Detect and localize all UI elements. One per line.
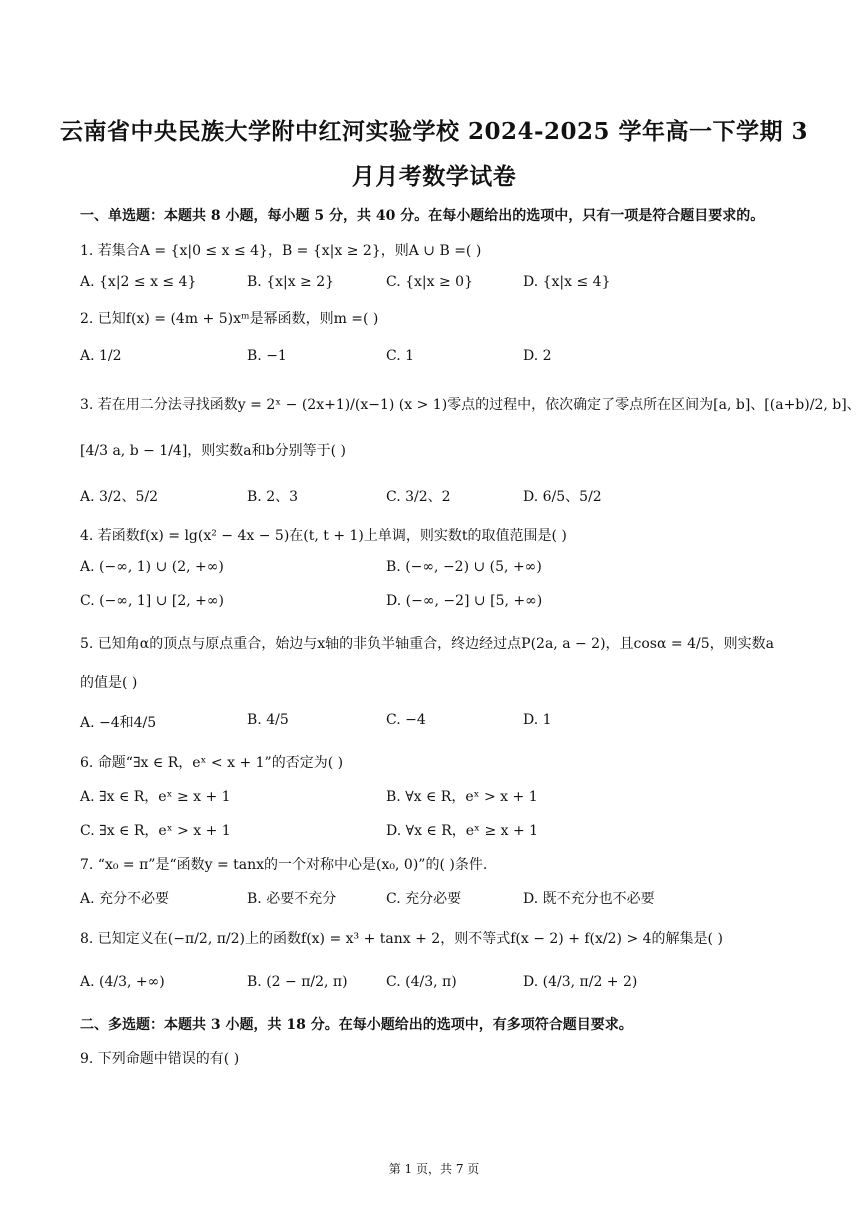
- question-4-stem: 4. 若函数f(x) = lg(x² − 4x − 5)在(t, t + 1)上单调，则实数t的取值范围是( ): [80, 528, 567, 544]
- question-2-option-b: B. −1: [247, 348, 287, 364]
- question-5-stem-line1: 5. 已知角α的顶点与原点重合，始边与x轴的非负半轴重合，终边经过点P(2a, a − 2)，且cosα = 4/5，则实数a: [80, 636, 774, 652]
- question-7-option-b: B. 必要不充分: [247, 891, 337, 907]
- question-6-option-d: D. ∀x ∈ R，eˣ ≥ x + 1: [386, 823, 539, 839]
- question-1-option-a: A. {x|2 ≤ x ≤ 4}: [80, 274, 197, 290]
- question-1-option-c: C. {x|x ≥ 0}: [386, 274, 473, 290]
- question-4-option-a: A. (−∞, 1) ∪ (2, +∞): [80, 559, 224, 575]
- question-4-option-c: C. (−∞, 1] ∪ [2, +∞): [80, 593, 224, 609]
- question-2-option-d: D. 2: [523, 348, 552, 364]
- question-4-option-b: B. (−∞, −2) ∪ (5, +∞): [386, 559, 542, 575]
- question-1-option-d: D. {x|x ≤ 4}: [523, 274, 611, 290]
- question-5-option-a: A. −4和4/5: [80, 715, 157, 731]
- page-title-line2: 月月考数学试卷: [351, 163, 517, 190]
- question-7-option-d: D. 既不充分也不必要: [523, 891, 655, 907]
- section-single-choice-heading: 一、单选题：本题共 8 小题，每小题 5 分，共 40 分。在每小题给出的选项中，只有一项是符合题目要求的。: [80, 208, 765, 224]
- question-3-option-c: C. 3/2、2: [386, 489, 451, 505]
- page-footer: 第 1 页，共 7 页: [388, 1162, 480, 1176]
- question-8-stem: 8. 已知定义在(−π/2, π/2)上的函数f(x) = x³ + tanx + 2，则不等式f(x − 2) + f(x/2) > 4的解集是( ): [80, 931, 723, 947]
- question-2-option-c: C. 1: [386, 348, 415, 364]
- question-5-option-d: D. 1: [523, 712, 552, 728]
- question-8-option-c: C. (4/3, π): [386, 974, 457, 990]
- question-3-option-b: B. 2、3: [247, 489, 299, 505]
- page-title-line1: 云南省中央民族大学附中红河实验学校 2024-2025 学年高一下学期 3: [59, 118, 809, 145]
- question-7-stem: 7. “x₀ = π”是“函数y = tanx的一个对称中心是(x₀, 0)”的( )条件.: [80, 857, 488, 873]
- question-8-option-a: A. (4/3, +∞): [80, 974, 165, 990]
- question-2-stem: 2. 已知f(x) = (4m + 5)xᵐ是幂函数，则m =( ): [80, 311, 379, 327]
- question-3-stem-line1: 3. 若在用二分法寻找函数y = 2ˣ − (2x+1)/(x−1) (x > 1)零点的过程中，依次确定了零点所在区间为[a, b]、[(a+b)/2, b]、: [80, 397, 861, 413]
- question-6-stem: 6. 命题“∃x ∈ R，eˣ < x + 1”的否定为( ): [80, 755, 344, 771]
- question-6-option-a: A. ∃x ∈ R，eˣ ≥ x + 1: [80, 789, 231, 805]
- section-multi-choice-heading: 二、多选题：本题共 3 小题，共 18 分。在每小题给出的选项中，有多项符合题目要求。: [80, 1017, 633, 1033]
- question-3-option-d: D. 6/5、5/2: [523, 489, 602, 505]
- question-2-option-a: A. 1/2: [80, 348, 122, 364]
- question-5-option-c: C. −4: [386, 712, 426, 728]
- question-6-option-c: C. ∃x ∈ R，eˣ > x + 1: [80, 823, 231, 839]
- question-4-option-d: D. (−∞, −2] ∪ [5, +∞): [386, 593, 543, 609]
- question-7-option-c: C. 充分必要: [386, 891, 462, 907]
- question-5-option-b: B. 4/5: [247, 712, 289, 728]
- question-6-option-b: B. ∀x ∈ R，eˣ > x + 1: [386, 789, 538, 805]
- question-8-option-b: B. (2 − π/2, π): [247, 974, 348, 990]
- question-1-stem: 1. 若集合A = {x|0 ≤ x ≤ 4}，B = {x|x ≥ 2}，则A ∪ B =( ): [80, 243, 482, 259]
- question-7-option-a: A. 充分不必要: [80, 891, 170, 907]
- question-1-option-b: B. {x|x ≥ 2}: [247, 274, 335, 290]
- question-3-option-a: A. 3/2、5/2: [80, 489, 159, 505]
- question-5-stem-line2: 的值是( ): [80, 675, 138, 691]
- question-9-stem: 9. 下列命题中错误的有( ): [80, 1051, 240, 1067]
- question-3-stem-line2: [4/3 a, b − 1/4]，则实数a和b分别等于( ): [80, 443, 346, 459]
- question-8-option-d: D. (4/3, π/2 + 2): [523, 974, 638, 990]
